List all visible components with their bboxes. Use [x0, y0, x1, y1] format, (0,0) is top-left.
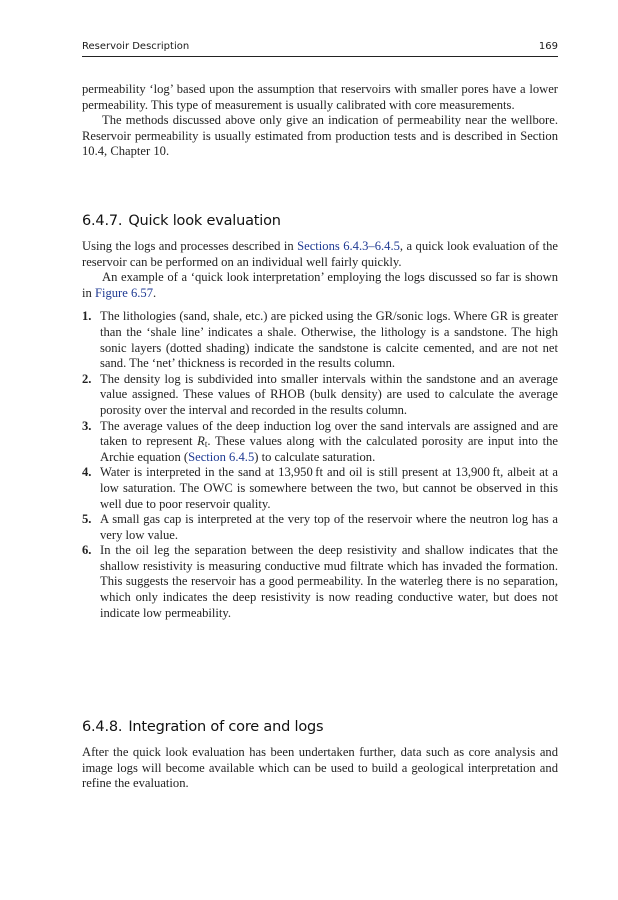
section-title: Integration of core and logs [128, 719, 324, 735]
procedure-list [82, 309, 558, 621]
rt-symbol: R [197, 434, 205, 449]
integration-block [82, 745, 558, 792]
integration-paragraph: After the quick look evaluation has been undertaken further, data such as core analysis and image logs will become available which can be used to build a geological interpretation and refine the evaluation. [82, 745, 558, 791]
quick-look-paragraph-1: Using the logs and processes described in Sections 6.4.3–6.4.5, a quick look evaluation of the reservoir can be performed on an individual well fairly quickly. [82, 239, 559, 269]
list-item [82, 465, 558, 512]
section-title: Quick look evaluation [128, 213, 281, 229]
list-item-number: 3. [82, 418, 92, 433]
list-item-number: 4. [82, 465, 92, 480]
running-head-section: Reservoir Description [82, 41, 190, 52]
list-item [82, 543, 558, 621]
list-item-number: 6. [82, 543, 92, 558]
list-item-number: 1. [82, 309, 92, 324]
list-item-text: Water is interpreted in the sand at 13,950 ft and oil is still present at 13,900 ft, albeit at a low saturation. The OWC is somewhere between the two, but cannot be observed in this well due to poor reservoir quality. [100, 465, 558, 511]
section-number: 6.4.8. [82, 719, 123, 735]
list-item [82, 512, 558, 543]
list-item [82, 372, 558, 419]
section-heading-6-4-8 [82, 718, 323, 736]
list-item-number: 5. [82, 512, 92, 527]
page-number: 169 [538, 41, 558, 52]
figure-link[interactable]: Figure 6.57 [94, 285, 154, 300]
list-item-text: The lithologies (sand, shale, etc.) are picked using the GR/sonic logs. Where GR is greater than the ‘shale line’ indicates a shale. Otherwise, the lithology is a sandstone. The high sonic layers (dotted shading) indicate the sandstone is calcite cemented, and are not net sand. The ‘net’ thickness is recorded in the results column. [100, 309, 558, 371]
intro-block [82, 82, 558, 160]
section-number: 6.4.7. [82, 213, 123, 229]
archie-section-link[interactable]: Section 6.4.5 [188, 449, 255, 464]
quick-look-block [82, 239, 558, 621]
list-item-text: The average values of the deep induction log over the sand intervals are assigned and are taken to represent $R_t$. These values along with the calculated porosity are input into the Archie equation (Section 6.4.5) to calculate saturation. [100, 418, 558, 464]
list-item-text: In the oil leg the separation between the deep resistivity and shallow indicates that the shallow resistivity is measuring conductive mud filtrate which has invaded the formation. This suggests the reservoir has a good permeability. In the waterleg there is no separation, which only indicates the deep resistivity is now reading conductive water, but does not indicate low permeability. [100, 543, 558, 620]
intro-paragraph-2: The methods discussed above only give an indication of permeability near the wellbore. Reservoir permeability is usually estimated from production tests and is described in Section 10.4, Chapter 10. [82, 113, 558, 159]
sections-link[interactable]: Sections 6.4.3–6.4.5 [297, 239, 400, 253]
running-head [82, 40, 558, 57]
quick-look-paragraph-2: An example of a ‘quick look interpretation’ employing the logs discussed so far is shown in Figure 6.57. [82, 270, 558, 300]
list-item [82, 419, 558, 466]
intro-paragraph-1: permeability ‘log’ based upon the assumption that reservoirs with smaller pores have a lower permeability. This type of measurement is usually calibrated with core measurements. [82, 82, 558, 112]
list-item-text: The density log is subdivided into smaller intervals within the sandstone and an average value assigned. These values of RHOB (bulk density) are used to calculate the average porosity over the interval and recorded in the results column. [100, 371, 558, 417]
list-item [82, 309, 558, 371]
section-heading-6-4-7 [82, 212, 281, 230]
list-item-number: 2. [82, 371, 92, 386]
list-item-text: A small gas cap is interpreted at the very top of the reservoir where the neutron log has a very low value. [100, 512, 558, 542]
